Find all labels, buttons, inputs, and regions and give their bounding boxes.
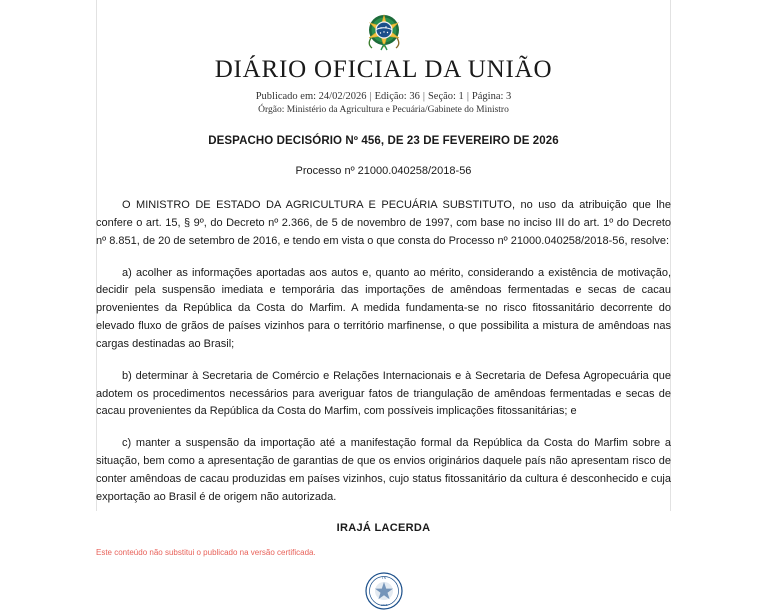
- svg-text:I N: I N: [381, 576, 386, 581]
- masthead-title: DIÁRIO OFICIAL DA UNIÃO: [214, 56, 553, 83]
- publication-meta: [96, 89, 671, 104]
- document-title: DESPACHO DECISÓRIO Nº 456, DE 23 DE FEVEREIRO DE 2026: [208, 135, 559, 148]
- brazil-coat-of-arms-icon: [361, 8, 407, 54]
- body-paragraph: O MINISTRO DE ESTADO DA AGRICULTURA E PECUÁRIA SUBSTITUTO, no uso da atribuição que lhe confere o art. 15, § 9º, do Decreto nº 2.366, de 5 de novembro de 1997, com base no inciso III do art. 1º do Decreto nº 8.851, de 20 de setembro de 2016, e tendo em vista o que consta do Processo nº 21000.040258/2018-56, resolve:: [96, 199, 671, 247]
- document-content: [96, 0, 671, 616]
- process-number: Processo nº 21000.040258/2018-56: [295, 165, 472, 178]
- crest-container: [96, 8, 671, 54]
- signatory-name: IRAJÁ LACERDA: [336, 522, 431, 535]
- publication-date: Publicado em: 24/02/2026: [255, 91, 367, 102]
- meta-separator-1: |: [369, 91, 372, 102]
- publication-section: Seção: 1: [427, 91, 464, 102]
- publication-edition: Edição: 36: [374, 91, 420, 102]
- body-paragraph: a) acolher as informações aportadas aos autos e, quanto ao mérito, considerando a existência de motivação, decidir pela suspensão imediata e temporária das importações de amêndoas fermentadas e secas de cacau provenientes da República da Costa do Marfim. A medida fundamenta-se no risco fitossanitário decorrente do elevado fluxo de grãos de países vizinhos para o território marfinense, o que possibilita a mistura de amêndoas nas cargas destinadas ao Brasil;: [96, 266, 671, 350]
- imprensa-nacional-seal-icon: [364, 571, 404, 611]
- publication-page: Página: 3: [471, 91, 512, 102]
- body-paragraph: c) manter a suspensão da importação até a manifestação formal da República da Costa do Marfim sobre a situação, bem como a apresentação de garantias de que os envios originários daquele país não apresentam risco de conter amêndoas de cacau produzidas em países vizinhos, cujo status fitossanitário da cultura é desconhecido e cuja exportação ao Brasil é de origem não autorizada.: [96, 437, 671, 503]
- meta-separator-2: |: [422, 91, 425, 102]
- certification-disclaimer: Este conteúdo não substitui o publicado na versão certificada.: [96, 548, 316, 558]
- body-paragraph: b) determinar à Secretaria de Comércio e Relações Internacionais e à Secretaria de Defesa Agropecuária que adotem os procedimentos necessários para averiguar fatos de triangulação de amêndoas fermentadas e secas de cacau provenientes da República da Costa do Marfim, com possíveis implicações fitossanitárias; e: [96, 369, 671, 418]
- meta-separator-3: |: [466, 91, 469, 102]
- svg-text:1808: 1808: [380, 603, 387, 608]
- issuing-organ: Órgão: Ministério da Agricultura e Pecuária/Gabinete do Ministro: [258, 105, 509, 116]
- footer-seal-container: [96, 571, 671, 616]
